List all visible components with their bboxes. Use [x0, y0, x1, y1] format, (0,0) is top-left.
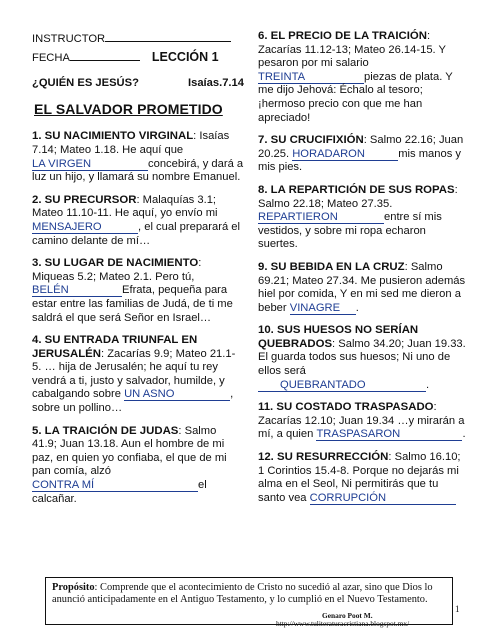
answer-blank[interactable]: CORRUPCIÓN: [310, 492, 456, 505]
prophecy-item: [258, 134, 468, 175]
item-heading: 2. SU PRECURSOR: [32, 193, 137, 206]
item-text: .: [462, 428, 466, 441]
item-heading: 11. SU COSTADO TRASPASADO: [258, 401, 434, 414]
item-text: : Miqueas 5.2; Mateo 2.1. Pero tú,: [32, 257, 202, 283]
prophecy-item: [32, 257, 244, 325]
item-text: : Salmo 41.9; Juan 13.18. Aun el hombre de mi paz, en quien yo confiaba, el que de mi pan comía, alzó: [32, 424, 227, 478]
left-column: [32, 30, 244, 515]
question-line: [32, 77, 244, 91]
item-text: piezas de plata. Y me dijo Jehová: Échalo al tesoro; ¡hermoso precio con que me han apreciado!: [258, 70, 453, 124]
prophecy-item: [258, 324, 468, 392]
answer-blank[interactable]: MENSAJERO: [32, 221, 138, 234]
item-heading: 9. SU BEBIDA EN LA CRUZ: [258, 260, 405, 273]
item-text: : Salmo 34.20; Juan 19.33. El guarda todos sus huesos; Ni uno de ellos será: [258, 337, 466, 378]
item-heading: 4. SU ENTRADA TRIUNFAL EN JERUSALÉN: [32, 334, 198, 360]
item-text: , el cual preparará el camino delante de mí…: [32, 220, 240, 247]
answer-blank[interactable]: TREINTA: [258, 71, 364, 84]
fecha-blank[interactable]: [70, 49, 140, 61]
item-text: el calcañar.: [32, 479, 207, 505]
item-text: entre sí mis vestidos, y sobre mi ropa echaron suertes.: [258, 211, 442, 251]
prophecy-item: [32, 194, 244, 248]
item-text: : Salmo 22.16; Juan 20.25.: [258, 134, 464, 160]
item-text: : Zacarías 12.10; Juan 19.34 …y mirarán a mí, a quien: [258, 401, 465, 441]
item-heading: 1. SU NACIMIENTO VIRGINAL: [32, 130, 194, 143]
item-text: : Salmo 69.21; Mateo 27.34. Me pusieron además hiel por comida, Y en mi sed me dieron a beber: [258, 260, 466, 314]
item-heading: 6. EL PRECIO DE LA TRAICIÓN: [258, 30, 427, 42]
item-text: : Salmo 16.10; 1 Corintios 15.4-8. Porque no dejarás mi alma en el Seol, Ni permitirás que tu santo vea: [258, 451, 461, 504]
lesson-label: LECCIÓN 1: [151, 49, 219, 64]
answer-blank[interactable]: TRASPASARON: [316, 428, 462, 441]
fecha-label: FECHA: [32, 51, 70, 64]
item-heading: 7. SU CRUCIFIXIÓN: [258, 134, 364, 147]
item-text: , sobre un pollino…: [32, 388, 234, 415]
item-heading: 5. LA TRAICIÓN DE JUDAS: [32, 424, 179, 437]
prophecy-item: [258, 30, 468, 125]
footer-url[interactable]: http://www.tuliteraturacristiana.blogspot.mx/: [276, 619, 410, 628]
item-text: Efrata, pequeña para estar entre las familias de Judá, de ti me saldrá el que será Señor en Israel…: [32, 284, 233, 324]
answer-blank[interactable]: UN ASNO: [124, 388, 230, 401]
footer-author: Genaro Poot M.: [322, 611, 373, 620]
item-text: .: [426, 378, 430, 391]
instructor-line: [32, 30, 244, 47]
item-text: : Zacarías 9.9; Mateo 21.1-5. … hija de Jerusalén; he aquí tu rey vendrá a ti, justo y salvador, humilde, y cabalgando sobre: [32, 347, 236, 401]
footer-credit: [276, 612, 409, 628]
item-text: .: [355, 301, 359, 314]
answer-blank[interactable]: CONTRA MÍ: [32, 479, 198, 492]
answer-blank[interactable]: BELÉN: [32, 284, 122, 297]
prophecy-item: [32, 130, 244, 184]
answer-blank[interactable]: LA VIRGEN: [32, 158, 148, 171]
page-number: 1: [455, 604, 460, 614]
item-heading: 10. SUS HUESOS NO SERÍAN QUEBRADOS: [258, 324, 419, 350]
prophecy-item: [258, 451, 468, 505]
item-text: mis manos y mis pies.: [258, 147, 462, 174]
answer-blank[interactable]: REPARTIERON: [258, 211, 384, 224]
answer-blank[interactable]: HORADARON: [292, 148, 398, 161]
prophecy-item: [32, 425, 244, 507]
answer-blank[interactable]: VINAGRE: [290, 302, 356, 315]
fecha-line: [32, 49, 244, 66]
prophecy-item: [32, 334, 244, 416]
item-heading: 8. LA REPARTICIÓN DE SUS ROPAS: [258, 183, 455, 196]
item-text: : Malaquías 3.1; Mateo 11.10-11. He aquí, yo envío mi: [32, 193, 218, 220]
question-text: ¿QUIÉN ES JESÚS?: [32, 77, 139, 90]
prophecy-item: [258, 184, 468, 252]
instructor-blank[interactable]: [105, 30, 231, 42]
right-column: [258, 30, 468, 514]
answer-blank[interactable]: QUEBRANTADO: [258, 379, 426, 392]
instructor-label: INSTRUCTOR: [32, 33, 106, 45]
prophecy-item: [258, 401, 468, 442]
purpose-text: : Comprende que el acontecimiento de Cristo no sucedió al azar, sino que Dios lo anunció anticipadamente en el Antiguo Testamento, y lo cumplió en el Nuevo Testamento.: [52, 582, 433, 606]
item-text: concebirá, y dará a luz un hijo, y llamará su nombre Emanuel.: [32, 157, 244, 184]
item-heading: 3. SU LUGAR DE NACIMIENTO: [32, 257, 199, 270]
item-text: : Salmo 22.18; Mateo 27.35.: [258, 183, 458, 210]
lesson-title: EL SALVADOR PROMETIDO: [34, 100, 223, 117]
item-heading: 12. SU RESURRECCIÓN: [258, 451, 389, 464]
purpose-label: Propósito: [52, 582, 95, 593]
question-reference: Isaías.7.14: [188, 77, 244, 90]
item-text: : Isaías 7.14; Mateo 1.18. He aquí que: [32, 130, 230, 156]
item-text: : Zacarías 11.12-13; Mateo 26.14-15. Y pesaron por mi salario: [258, 30, 446, 70]
prophecy-item: [258, 261, 468, 315]
